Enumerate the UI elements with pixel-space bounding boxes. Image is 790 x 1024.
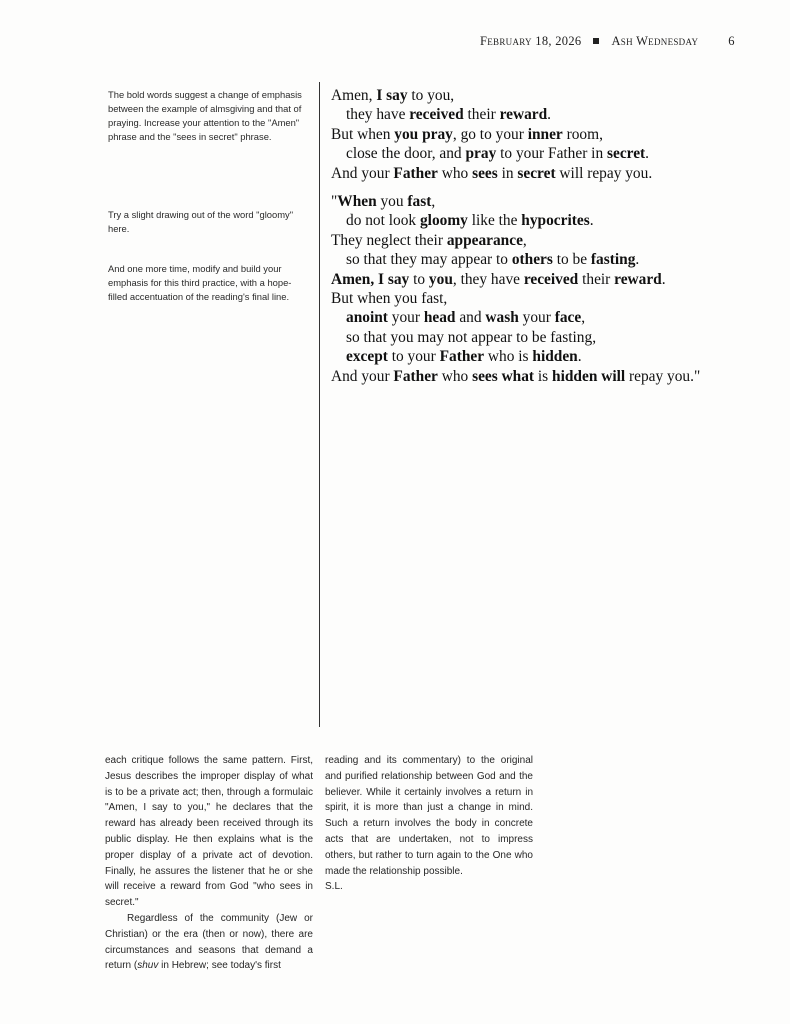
reading-line: except to your Father who is hidden. <box>346 348 582 366</box>
reading-line: But when you pray, go to your inner room, <box>331 125 603 143</box>
reading-line: Amen, I say to you, <box>331 87 455 104</box>
header-date: February 18, 2026 <box>480 34 582 48</box>
reading-line: They neglect their appearance, <box>331 231 527 249</box>
reading-line: so that you may not appear to be fasting, <box>346 328 597 346</box>
page-number: 6 <box>728 34 735 48</box>
commentary-signature: S.L. <box>325 881 343 893</box>
reading-text <box>331 86 786 386</box>
commentary-paragraph: each critique follows the same pattern. First, Jesus describes the improper display of what is to be a private act; then, through a formulaic "Amen, I say to you," he declares that the reward has already been received through its public display. He then explains what is the proper display of a private act of devotion. Finally, he assures the listener that he or she will receive a reward from God "who sees in secret." <box>105 755 313 909</box>
reading-line: they have received their reward. <box>346 106 552 124</box>
header-separator-icon <box>593 38 599 44</box>
reading-line: so that they may appear to others to be fasting. <box>346 251 640 269</box>
commentary-column-2 <box>325 753 533 895</box>
commentary-column-1 <box>105 753 313 974</box>
reading-line: And your Father who sees in secret will repay you. <box>331 164 653 182</box>
reading-line: anoint your head and wash your face, <box>346 309 586 327</box>
header-occasion: Ash Wednesday <box>611 34 699 48</box>
reading-line: And your Father who sees what is hidden will repay you." <box>331 367 701 385</box>
margin-note-3: And one more time, modify and build your emphasis for this third practice, with a hope-filled accentuation of the reading's final line. <box>108 263 292 302</box>
reading-line: Amen, I say to you, they have received their reward. <box>331 270 666 288</box>
commentary-paragraph: Regardless of the community (Jew or Christian) or the era (then or now), there are circumstances and seasons that demand a return (shuv in Hebrew; see today's first <box>105 912 313 972</box>
commentary-paragraph: reading and its commentary) to the original and purified relationship between God and the believer. While it certainly involves a return in spirit, it is more than just a change in mind. Such a return involves the body in concrete acts that are undertaken, not to impress others, but rather to turn again to the One who made the relationship possible. <box>325 755 533 877</box>
reading-line: do not look gloomy like the hypocrites. <box>346 212 594 230</box>
reading-line: close the door, and pray to your Father in secret. <box>346 145 650 163</box>
margin-note-2: Try a slight drawing out of the word "gloomy" here. <box>108 209 294 234</box>
column-divider <box>319 82 320 727</box>
running-header <box>480 34 790 49</box>
margin-note-1: The bold words suggest a change of emphasis between the example of almsgiving and that of praying. Increase your attention to the "Amen" phrase and the "sees in secret" phrase. <box>108 89 302 142</box>
reading-line: But when you fast, <box>331 290 448 308</box>
reading-line: "When you fast, <box>331 193 436 211</box>
